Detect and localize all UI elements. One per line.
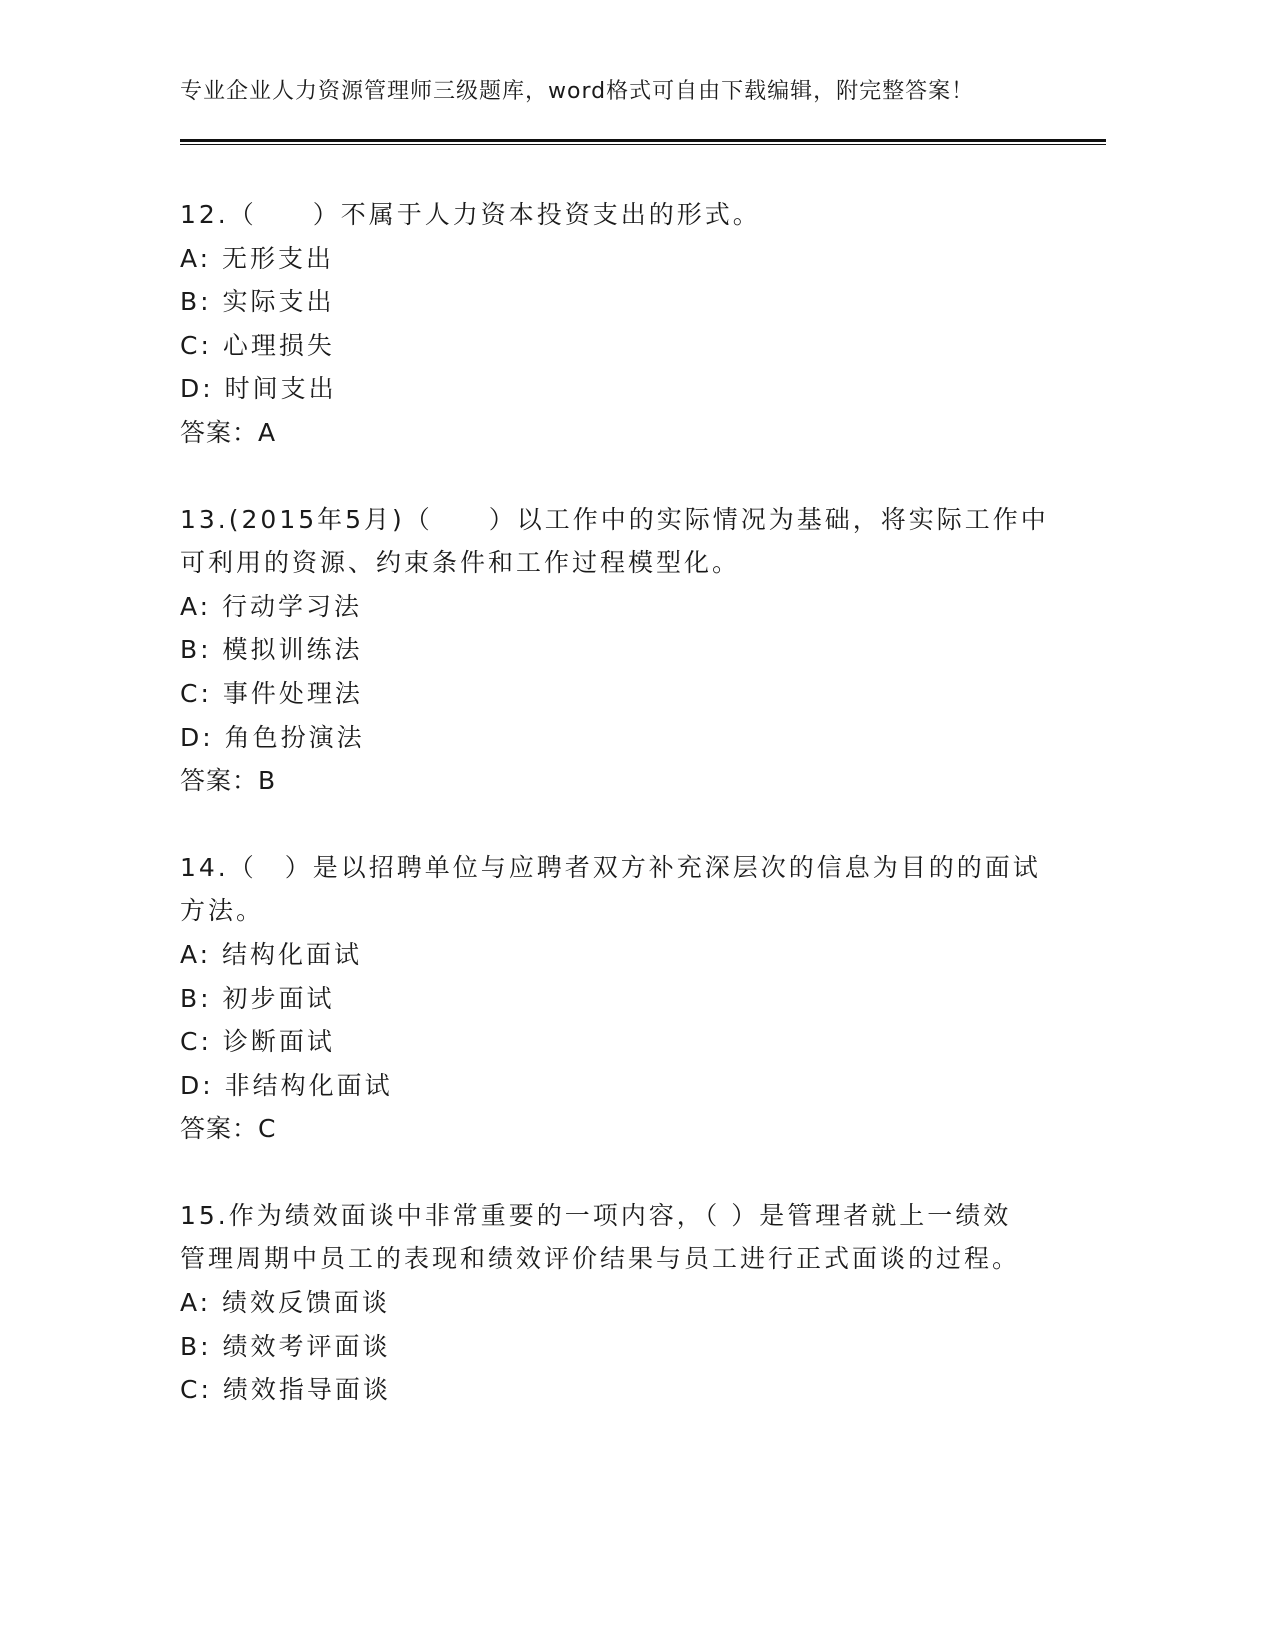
header-rule bbox=[180, 139, 1106, 142]
option-a: A: 无形支出 bbox=[180, 243, 335, 273]
question-list bbox=[180, 193, 1060, 1455]
option-b: B: 绩效考评面谈 bbox=[180, 1331, 391, 1361]
question-stem-cont: 方法。 bbox=[180, 896, 265, 926]
question-14 bbox=[180, 846, 1060, 1151]
question-13 bbox=[180, 498, 1060, 803]
question-15 bbox=[180, 1194, 1060, 1412]
question-12 bbox=[180, 193, 1060, 455]
answer: 答案：A bbox=[180, 417, 277, 447]
option-c: C: 心理损失 bbox=[180, 330, 335, 360]
answer: 答案：B bbox=[180, 766, 277, 796]
option-c: C: 事件处理法 bbox=[180, 678, 363, 708]
option-d: D: 时间支出 bbox=[180, 374, 337, 404]
option-c: C: 诊断面试 bbox=[180, 1027, 335, 1057]
question-stem: 15.作为绩效面谈中非常重要的一项内容，（ ）是管理者就上一绩效 bbox=[180, 1200, 1012, 1230]
answer: 答案：C bbox=[180, 1114, 277, 1144]
header-rule-thin bbox=[180, 144, 1106, 145]
option-a: A: 绩效反馈面谈 bbox=[180, 1288, 391, 1318]
question-stem-cont: 可利用的资源、约束条件和工作过程模型化。 bbox=[180, 548, 741, 578]
option-d: D: 非结构化面试 bbox=[180, 1070, 393, 1100]
question-stem: 14.（ ）是以招聘单位与应聘者双方补充深层次的信息为目的的面试 bbox=[180, 852, 1041, 882]
option-c: C: 绩效指导面谈 bbox=[180, 1375, 391, 1405]
option-b: B: 初步面试 bbox=[180, 983, 335, 1013]
option-a: A: 行动学习法 bbox=[180, 591, 363, 621]
question-stem-cont: 管理周期中员工的表现和绩效评价结果与员工进行正式面谈的过程。 bbox=[180, 1244, 1021, 1274]
option-b: B: 实际支出 bbox=[180, 287, 335, 317]
option-a: A: 结构化面试 bbox=[180, 939, 363, 969]
page-header: 专业企业人力资源管理师三级题库，word格式可自由下载编辑，附完整答案！ bbox=[180, 79, 975, 104]
question-stem: 12.（ ）不属于人力资本投资支出的形式。 bbox=[180, 200, 761, 229]
option-b: B: 模拟训练法 bbox=[180, 635, 363, 665]
option-d: D: 角色扮演法 bbox=[180, 722, 365, 752]
question-stem: 13.(2015年5月)（ ）以工作中的实际情况为基础，将实际工作中 bbox=[180, 504, 1049, 534]
